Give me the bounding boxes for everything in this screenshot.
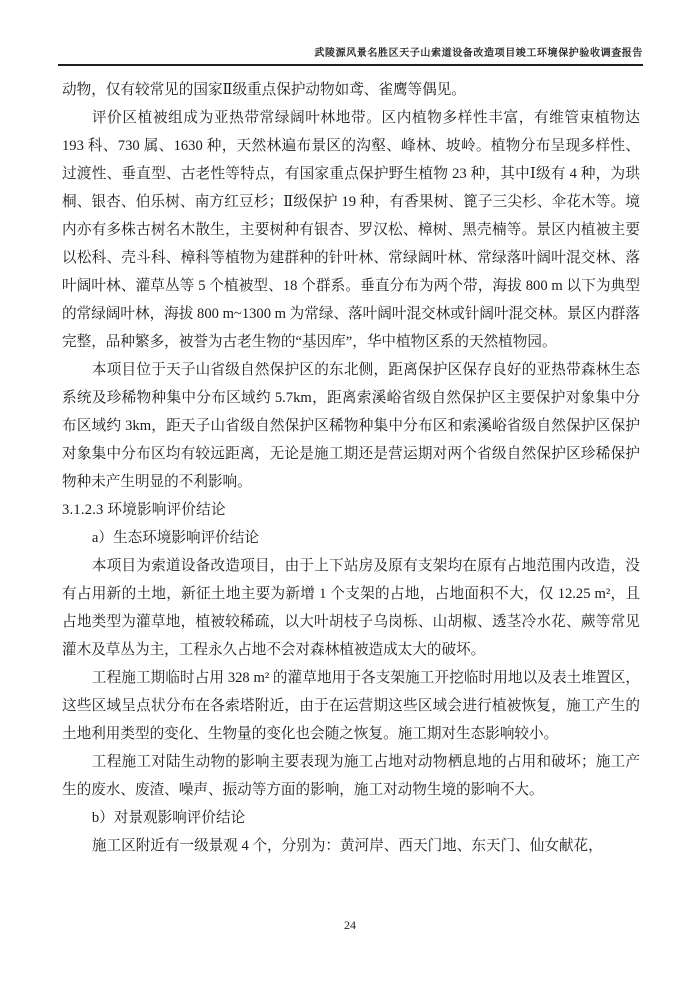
paragraph-temporary-land-use: 工程施工期临时占用 328 m² 的灌草地用于各支架施工开挖临时用地以及表土堆置区，这些区域呈点状分布在各索塔附近，由于在运营期这些区域会进行植被恢复，施工产生的土地利用类型的变化、生物量的变化也会随之恢复。施工期对生态影响较小。 <box>62 670 640 742</box>
section-heading-3-1-2-3: 3.1.2.3 环境影响评价结论 <box>62 502 226 518</box>
page-header <box>58 44 643 66</box>
paragraph-landscape-sites: 施工区附近有一级景观 4 个，分别为：黄河岸、西天门地、东天门、仙女献花， <box>91 838 603 854</box>
page-number: 24 <box>344 918 356 932</box>
document-body <box>62 76 640 860</box>
paragraph-continuation: 动物，仅有较常见的国家Ⅱ级重点保护动物如鸢、雀鹰等偶见。 <box>62 82 466 98</box>
paragraph-animal-impact: 工程施工对陆生动物的影响主要表现为施工占地对动物栖息地的占用和破坏；施工产生的废水、废渣、噪声、振动等方面的影响，施工对动物生境的影响不大。 <box>62 754 640 798</box>
page-footer <box>0 918 700 933</box>
subheading-b-landscape-conclusion: b）对景观影响评价结论 <box>91 810 246 826</box>
subheading-a-ecology-conclusion: a）生态环境影响评价结论 <box>91 530 259 546</box>
paragraph-permanent-land-use: 本项目为索道设备改造项目，由于上下站房及原有支架均在原有占地范围内改造，没有占用新的土地，新征土地主要为新增 1 个支架的占地，占地面积不大，仅 12.25 m²，且占地类型为灌草地，植被较稀疏，以大叶胡枝子乌岗栎、山胡椒、透茎冷水花、蕨等常见灌木及草丛为主，工程永久占地不会对森林植被造成太大的破坏。 <box>62 558 640 658</box>
paragraph-reserve-distance: 本项目位于天子山省级自然保护区的东北侧，距离保护区保存良好的亚热带森林生态系统及珍稀物种集中分布区域约 5.7km，距离索溪峪省级自然保护区主要保护对象集中分布区域约 3km，距天子山省级自然保护区稀物种集中分布区和索溪峪省级自然保护区保护对象集中分布区均有较远距离，无论是施工期还是营运期对两个省级自然保护区珍稀保护物种未产生明显的不利影响。 <box>62 362 640 490</box>
paragraph-vegetation-overview: 评价区植被组成为亚热带常绿阔叶林地带。区内植物多样性丰富，有维管束植物达 193 科、730 属、1630 种，天然林遍布景区的沟壑、峰林、坡岭。植物分布呈现多样性、过渡性、垂直型、古老性等特点，有国家重点保护野生植物 23 种，其中Ⅰ级有 4 种，为珙桐、银杏、伯乐树、南方红豆杉；Ⅱ级保护 19 种，有香果树、篦子三尖杉、伞花木等。境内亦有多株古树名木散生，主要树种有银杏、罗汉松、樟树、黑壳楠等。景区内植被主要以松科、壳斗科、樟科等植物为建群种的针叶林、常绿阔叶林、常绿落叶阔叶混交林、落叶阔叶林、灌草丛等 5 个植被型、18 个群系。垂直分布为两个带，海拔 800 m 以下为典型的常绿阔叶林，海拔 800 m~1300 m 为常绿、落叶阔叶混交林或针阔叶混交林。景区内群落完整，品种繁多，被誉为古老生物的“基因库”，华中植物区系的天然植物园。 <box>62 110 640 350</box>
running-header-title: 武陵源风景名胜区天子山索道设备改造项目竣工环境保护验收调查报告 <box>58 44 643 66</box>
